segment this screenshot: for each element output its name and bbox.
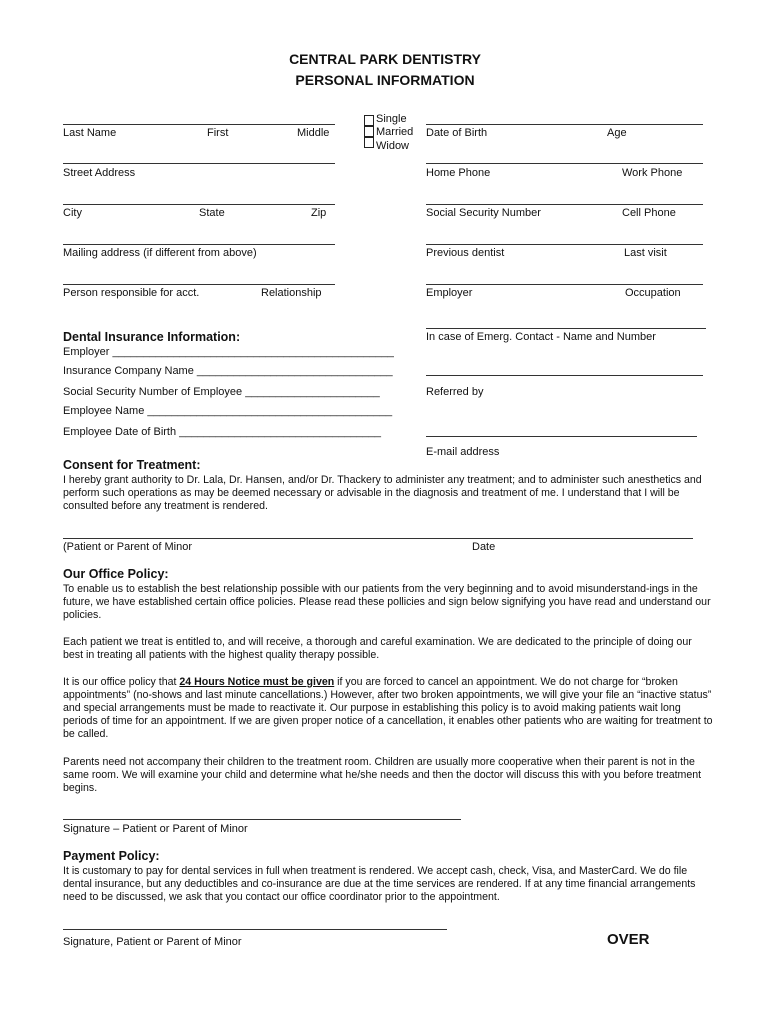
dob-line[interactable] xyxy=(426,124,703,125)
policy-signature-line[interactable] xyxy=(63,819,461,820)
street-label: Street Address xyxy=(63,167,136,179)
p3-after: if you are forced to cancel an appointment. We do not charge for “broken appointments” (no-shows and last minute cancellations.) However, after two broken appointments, we will give your file an “inactive status” and special arrangements must be made to reactivate it. Our purpose in establishing this policy is to avoid making patients wait long periods of time for an appointment. If we are given proper notice of a cancellation, it enables other patients who are waiting for treatment to be called. xyxy=(63,676,713,740)
married-label: Married xyxy=(376,126,414,138)
payment-signature-label: Signature, Patient or Parent of Minor xyxy=(63,936,242,948)
insurance-employer-field[interactable]: Employer ______________________________________________ xyxy=(63,346,394,358)
consent-signature-line[interactable] xyxy=(63,538,693,539)
city-line[interactable] xyxy=(63,204,335,205)
state-label: State xyxy=(199,207,225,219)
first-name-label: First xyxy=(207,127,229,139)
cell-phone-label: Cell Phone xyxy=(622,207,676,219)
street-line[interactable] xyxy=(63,163,335,164)
over-label: OVER xyxy=(607,931,650,948)
consent-heading: Consent for Treatment: xyxy=(63,458,201,472)
email-line[interactable] xyxy=(426,436,697,437)
married-checkbox[interactable] xyxy=(364,126,374,137)
dob-label: Date of Birth xyxy=(426,127,488,139)
city-label: City xyxy=(63,207,82,219)
payment-heading: Payment Policy: xyxy=(63,849,160,863)
ssn-line[interactable] xyxy=(426,204,703,205)
employee-dob-field[interactable]: Employee Date of Birth _________________________________ xyxy=(63,426,382,438)
middle-name-label: Middle xyxy=(297,127,330,139)
employee-name-field[interactable]: Employee Name ________________________________________ xyxy=(63,405,393,417)
ssn-label: Social Security Number xyxy=(426,207,541,219)
referred-top-line[interactable] xyxy=(426,375,703,376)
form-title: CENTRAL PARK DENTISTRY xyxy=(289,51,481,67)
consent-date-label: Date xyxy=(472,541,496,553)
employee-ssn-field[interactable]: Social Security Number of Employee ______________________ xyxy=(63,386,380,398)
prev-dentist-label: Previous dentist xyxy=(426,247,505,259)
widow-checkbox[interactable] xyxy=(364,137,374,148)
employer-label: Employer xyxy=(426,287,473,299)
name-line[interactable] xyxy=(63,124,335,125)
email-label: E-mail address xyxy=(426,446,500,458)
emergency-label: In case of Emerg. Contact - Name and Number xyxy=(426,331,656,343)
phone-line[interactable] xyxy=(426,163,703,164)
insurance-company-field[interactable]: Insurance Company Name ________________________________ xyxy=(63,365,393,377)
employer-line[interactable] xyxy=(426,284,703,285)
office-policy-p2: Each patient we treat is entitled to, and will receive, a thorough and careful examination. We are dedicated to the principle of doing our best in treating all patients with the highest quality therapy possible. xyxy=(63,636,692,661)
single-checkbox[interactable] xyxy=(364,115,374,126)
payment-text: It is customary to pay for dental services in full when treatment is rendered. We accept cash, check, Visa, and MasterCard. We do file dental insurance, but any deductibles and co-insurance are due at the time services are rendered. If at any time financial arrangements need to be discussed, we ask that you contact our office coordinator prior to the appointment. xyxy=(63,865,696,903)
widow-label: Widow xyxy=(376,140,410,152)
policy-signature-label: Signature – Patient or Parent of Minor xyxy=(63,823,248,835)
payment-signature-line[interactable] xyxy=(63,929,447,930)
responsible-label: Person responsible for acct. xyxy=(63,287,200,299)
occupation-label: Occupation xyxy=(625,287,681,299)
zip-label: Zip xyxy=(311,207,327,219)
referred-label: Referred by xyxy=(426,386,484,398)
insurance-heading: Dental Insurance Information: xyxy=(63,330,241,344)
emergency-line[interactable] xyxy=(426,328,706,329)
consent-signature-label: (Patient or Parent of Minor xyxy=(63,541,193,553)
last-name-label: Last Name xyxy=(63,127,117,139)
office-policy-heading: Our Office Policy: xyxy=(63,567,169,581)
single-label: Single xyxy=(376,113,407,125)
form-subtitle: PERSONAL INFORMATION xyxy=(295,72,475,88)
prev-dentist-line[interactable] xyxy=(426,244,703,245)
age-label: Age xyxy=(607,127,627,139)
relationship-label: Relationship xyxy=(261,287,322,299)
home-phone-label: Home Phone xyxy=(426,167,491,179)
responsible-line[interactable] xyxy=(63,284,335,285)
mailing-label: Mailing address (if different from above) xyxy=(63,247,257,259)
office-policy-p3 xyxy=(63,676,713,741)
mailing-line[interactable] xyxy=(63,244,335,245)
consent-text: I hereby grant authority to Dr. Lala, Dr. Hansen, and/or Dr. Thackery to administer any treatment; and to administer such anesthetics and perform such operations as may be deemed necessary or advisable in the diagnosis and treatment of me. I understand that I will be consulted before any treatment is rendered. xyxy=(63,474,702,512)
work-phone-label: Work Phone xyxy=(622,167,683,179)
office-policy-p1: To enable us to establish the best relationship possible with our patients from the very beginning and to avoid misunderstand-ings in the future, we have established certain office policies. Please read these pollicies and sign below signifying you have read and understand our policies. xyxy=(63,583,711,621)
office-policy-p4: Parents need not accompany their children to the treatment room. Children are usually more cooperative when their parent is not in the same room. We will examine your child and determine what he/she needs and then the doctor will discuss this with you before treatment begins. xyxy=(63,756,702,794)
last-visit-label: Last visit xyxy=(624,247,667,259)
p3-emphasis: 24 Hours Notice must be given xyxy=(179,676,335,688)
p3-before: It is our office policy that xyxy=(63,676,180,688)
